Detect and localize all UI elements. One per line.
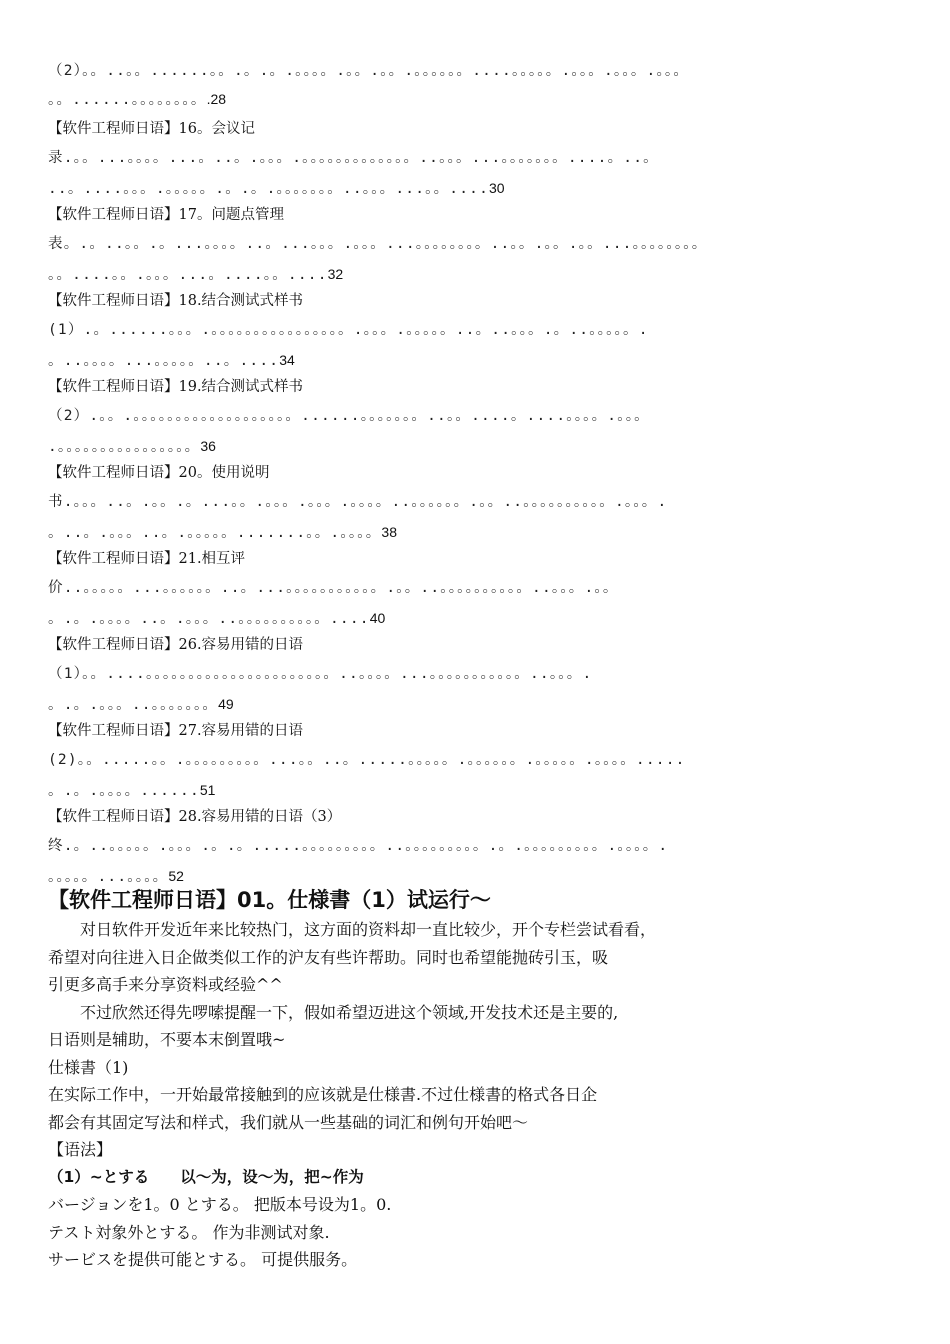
toc-page-number: 52: [168, 868, 184, 884]
toc-page-number: 51: [199, 782, 216, 798]
reminder-paragraph-line: 日语则是辅助，不要本末倒置哦~: [48, 1030, 286, 1049]
toc-leader-line: 录.。。...。。。。...。..。.。。。.。。。。。。。。。。。。。..。。。...。。。。。。。....。..。: [48, 150, 659, 166]
toc-leader-line: (2)。。.....。。.。。。。。。。。。...。。..。.....。。。。。.。。。。。。.。。。。。.。。。。.....: [48, 752, 686, 768]
intro-paragraph-line: 引更多高手来分享资料或经验^^: [48, 975, 283, 994]
section-body-line: 在实际工作中，一开始最常接触到的应该就是仕様書.不过仕様書的格式各日企: [48, 1085, 598, 1104]
toc-leader-line-end: 。。....。。.。。。...。....。。....32: [48, 266, 344, 283]
toc-page-number: 49: [218, 696, 234, 712]
intro-paragraph-line: 希望对向往进入日企做类似工作的沪友有些许帮助。同时也希望能抛砖引玉，吸: [48, 947, 609, 967]
example-sentence: サービスを提供可能とする。 可提供服务。: [48, 1250, 358, 1269]
toc-entry-title: 【软件工程师日语】20。使用说明: [48, 465, 270, 481]
toc-entry-title: 【软件工程师日语】18.结合测试式样书: [48, 293, 304, 309]
toc-entry[interactable]: [48, 716, 898, 802]
toc-leader-line-end: 。.。.。。。。......51: [48, 782, 216, 799]
intro-paragraph-line: 对日软件开发近年来比较热门，这方面的资料却一直比较少，开个专栏尝试看看，: [80, 920, 657, 939]
toc-entry-title: 【软件工程师日语】19.结合测试式样书: [48, 379, 304, 395]
toc-leader-line: （1）。。....。。。。。。。。。。。。。。。。。。。。。。..。。。。...。。。。。。。。。。。..。。。.: [48, 666, 593, 682]
toc-entry[interactable]: [48, 372, 898, 458]
toc-leader-line-end: 。.。.。。。..。。。。。。。49: [48, 696, 234, 713]
reminder-paragraph-line: 不过欣然还得先啰嗦提醒一下，假如希望迈进这个领域,开发技术还是主要的,: [80, 1002, 619, 1022]
section-body-line: 都会有其固定写法和样式，我们就从一些基础的词汇和例句开始吧～: [48, 1112, 529, 1132]
toc-entry[interactable]: [48, 200, 898, 286]
toc-entry-title: 【软件工程师日语】26.容易用错的日语: [48, 637, 304, 653]
toc-leader-line: 表。.。..。。.。...。。。。..。...。。。.。。。...。。。。。。。。..。。.。。.。。...。。。。。。。。: [48, 236, 708, 252]
section-heading: 仕様書（1): [48, 1057, 129, 1077]
toc-leader-line-end: 。。。。。...。。。。52: [48, 868, 184, 885]
article-title: 【软件工程师日语】01。仕様書（1）试运行～: [48, 888, 491, 912]
toc-entry[interactable]: [48, 802, 898, 888]
toc-entry[interactable]: [48, 544, 898, 630]
toc-leader-line-end: 。..。。。。...。。。。。..。....34: [48, 352, 295, 369]
example-sentence: バージョンを1。0 とする。 把版本号设为1。0.: [48, 1195, 392, 1214]
toc-leader-line: 价..。。。。。...。。。。。。..。...。。。。。。。。。。。.。。..。。。。。。。。。。..。。。.。。: [48, 580, 619, 596]
toc-leader-line: （2）。。..。。......。。.。.。.。。。。.。。.。。.。。。。。。....。。。。。.。。。.。。。.。。。: [48, 63, 690, 79]
toc-entry-title: 【软件工程师日语】28.容易用错的日语（3）: [48, 809, 342, 825]
toc-leader-line-end: 。..。.。。。..。.。。。。。.......。。.。。。。38: [48, 524, 397, 541]
toc-page-number: 30: [489, 180, 505, 196]
toc-page-number: .28: [206, 91, 227, 107]
grammar-heading: 【语法】: [48, 1140, 113, 1159]
toc-entry[interactable]: [48, 114, 898, 200]
toc-leader-line-end: ..。....。。。.。。。。。.。.。.。。。。。。。..。。。...。。....30: [48, 180, 505, 197]
grammar-point-title: （1）~とする 以～为，设～为，把~作为: [48, 1167, 364, 1186]
toc-entry-title: 【软件工程师日语】27.容易用错的日语: [48, 723, 304, 739]
article-section: [48, 884, 908, 1274]
toc-entry-title: 【软件工程师日语】16。会议记: [48, 121, 255, 137]
example-sentence: テスト対象外とする。 作为非测试对象.: [48, 1222, 330, 1242]
toc-page-number: 36: [200, 438, 216, 454]
toc-leader-line: 终.。..。。。。。.。。。.。.。.....。。。。。。。。。..。。。。。。。。。.。.。。。。。。。。。.。。。。.: [48, 838, 669, 854]
toc-page-number: 40: [369, 610, 386, 626]
toc-entry[interactable]: [48, 458, 898, 544]
toc-leader-line-end: 。.。.。。。。..。.。。。..。。。。。。。。。。....40: [48, 610, 386, 627]
toc-entry-title: 【软件工程师日语】21.相互评: [48, 551, 246, 567]
toc-page-number: 34: [279, 352, 295, 368]
toc-page-number: 38: [381, 524, 397, 540]
toc-page-number: 32: [327, 266, 344, 282]
toc-entry[interactable]: [48, 286, 898, 372]
toc-entry-title: 【软件工程师日语】17。问题点管理: [48, 207, 284, 223]
toc-entry[interactable]: [48, 630, 898, 716]
toc-leader-line: 书.。。。..。.。。.。...。。.。。。.。。。.。。。。..。。。。。。.。。..。。。。。。。。。。.。。。.: [48, 494, 668, 510]
toc-leader-line: (1）.。......。。。.。。。。。。。。。。。。。。。。.。。。.。。。。。..。..。。。.。..。。。。。.: [48, 322, 649, 338]
table-of-contents: [48, 114, 898, 888]
toc-leader-line-end: 。。......。。。。。。。。.28: [48, 91, 227, 108]
toc-leader-line: （2）.。。.。。。。。。。。。。。。。。。。。。。......。。。。。。。..。。....。....。。。。.。。。: [48, 408, 650, 424]
toc-leader-line-end: .。。。。。。。。。。。。。。。。36: [48, 438, 216, 455]
